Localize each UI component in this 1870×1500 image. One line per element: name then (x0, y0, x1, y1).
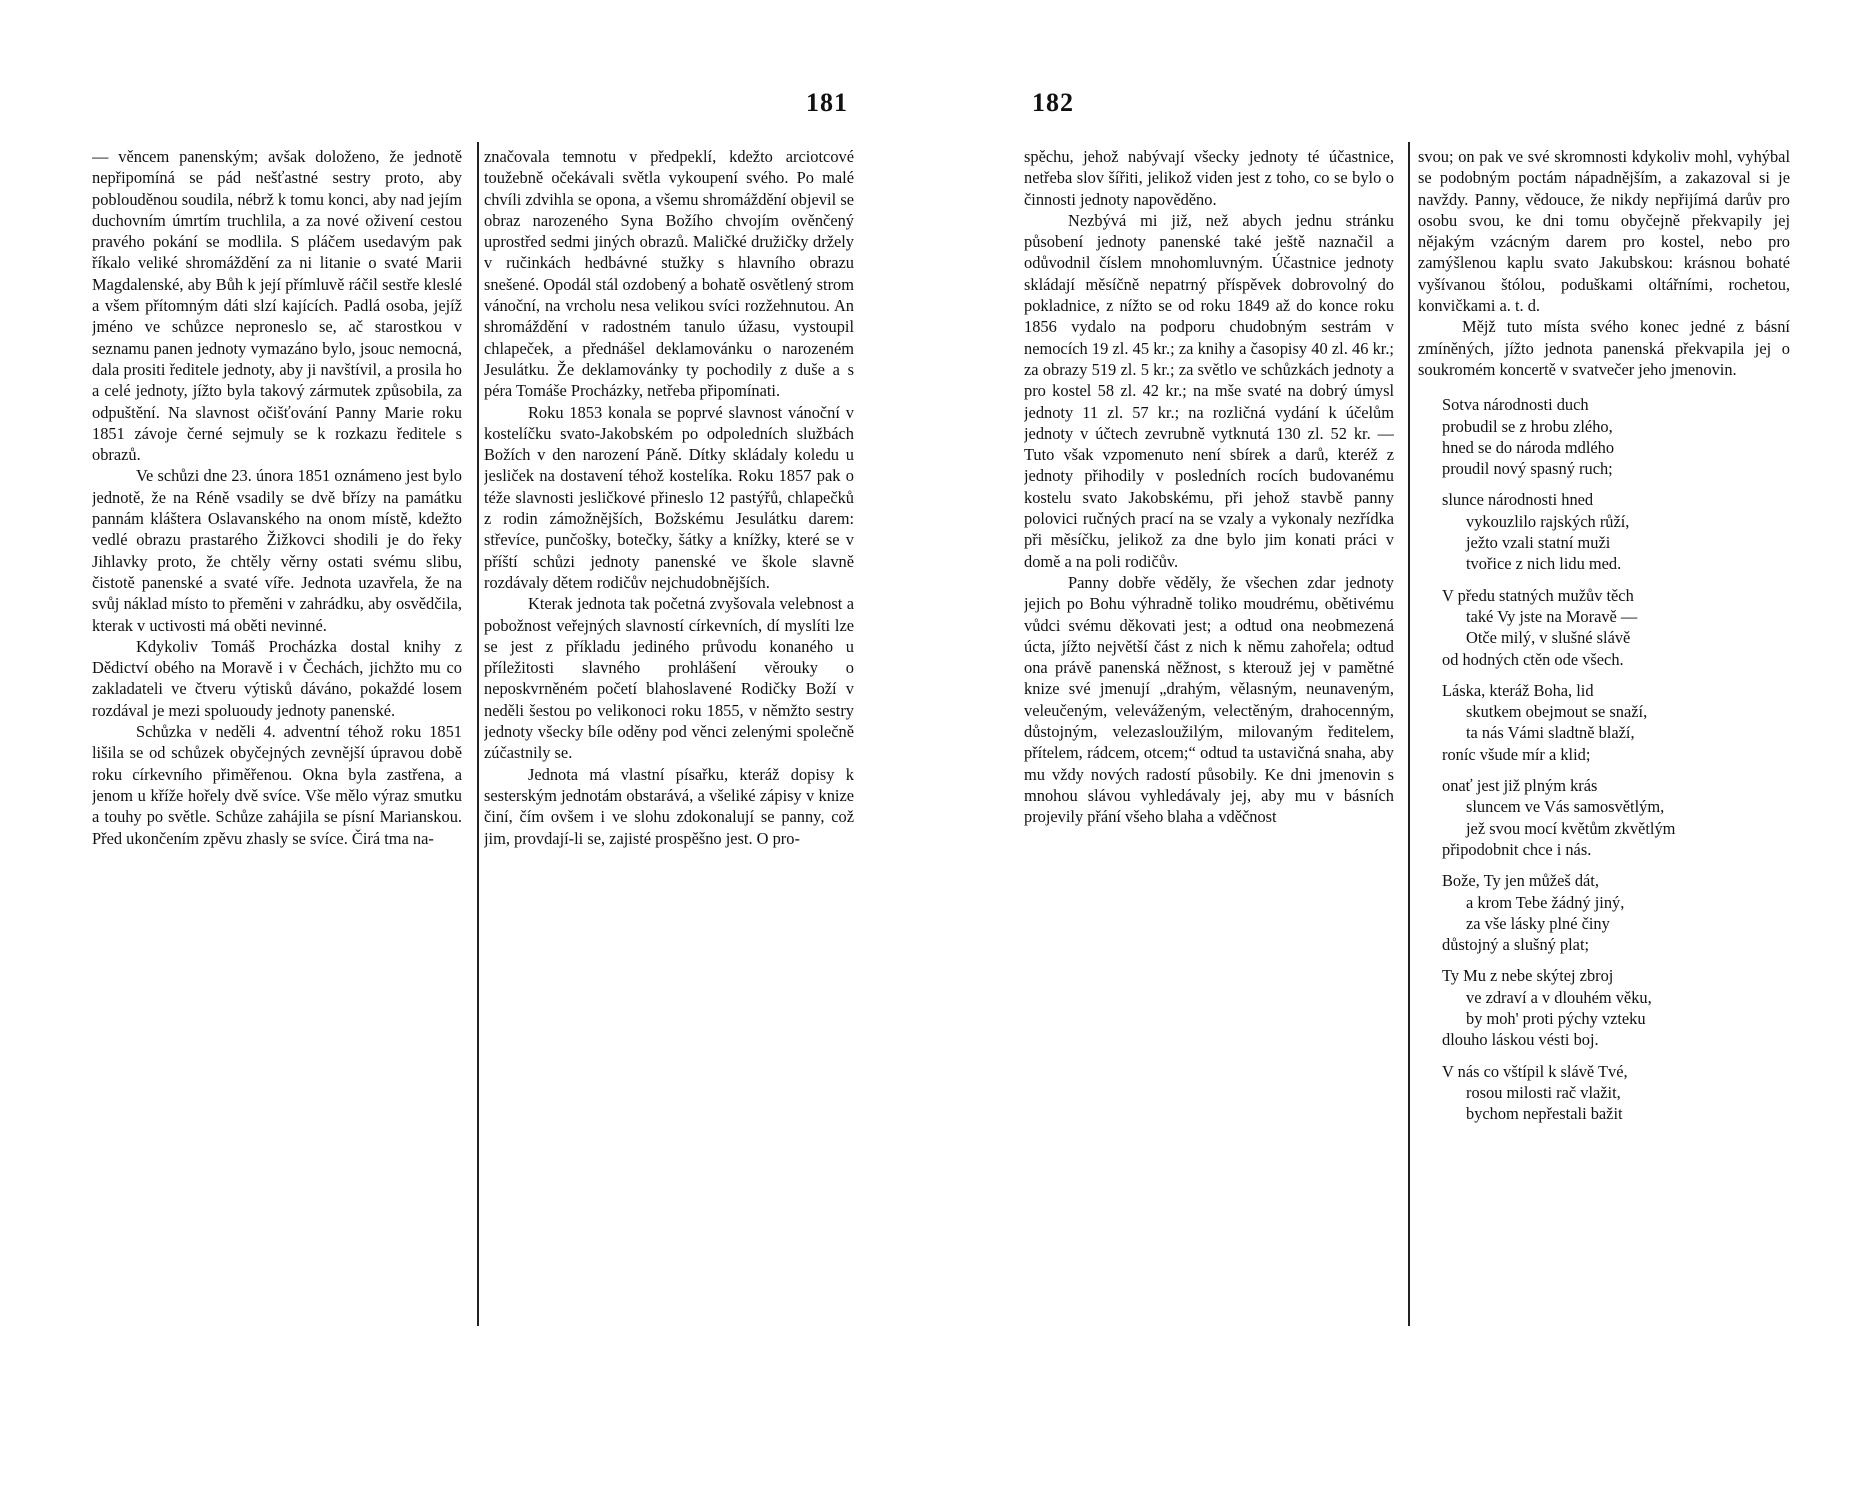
paragraph: Kterak jednota tak početná zvyšovala velebnost a pobožnost veřejných slavností církevních, dí myslíti lze se jest z příkladu jediného průvodu konaného u příležitosti slavného prohlášení věrouky o neposkvrněném početí blahoslavené Rodičky Boží v neděli šestou po velikonoci roku 1855, v němžto sestry jednoty všecky bíle oděny pod věnci zelenými společně zúčastnily se. (484, 594, 854, 763)
poem-line: bychom nepřestali bažit (1466, 1104, 1623, 1124)
poem-line: slunce národnosti hned (1442, 490, 1594, 510)
poem-line: Bože, Ty jen můžeš dát, (1442, 871, 1599, 891)
poem-line: Ty Mu z nebe skýtej zbroj (1442, 966, 1614, 986)
right-page-column-1 (1024, 146, 1394, 1346)
right-page-column-2 (1418, 146, 1790, 1356)
poem-line: rosou milosti rač vlažit, (1466, 1082, 1621, 1102)
poem-line: V nás co vštípil k slávě Tvé, (1442, 1061, 1628, 1081)
poem-stanza (1418, 965, 1790, 1050)
poem-stanza (1418, 1061, 1790, 1125)
poem-line: proudil nový spasný ruch; (1442, 459, 1613, 479)
poem-line: vykouzlilo rajských růží, (1466, 511, 1630, 531)
poem-line: ježto vzali statní muži (1466, 533, 1611, 553)
poem-line: tvořice z nich lidu med. (1466, 554, 1622, 574)
poem-line: roníc všude mír a klid; (1442, 744, 1591, 764)
poem-stanza (1418, 870, 1790, 955)
poem-line: ta nás Vámi sladtně blaží, (1466, 723, 1635, 743)
poem-stanza (1418, 489, 1790, 574)
poem-line: probudil se z hrobu zlého, (1442, 416, 1613, 436)
poem-line: ve zdraví a v dlouhém věku, (1466, 987, 1652, 1007)
poem-line: důstojný a slušný plat; (1442, 935, 1590, 955)
paragraph: svou; on pak ve své skromnosti kdykoliv mohl, vyhýbal se podobným poctám nápadnějším, a zakazoval si je navždy. Panny, vědouce, že nikdy nepřijímá darův pro osobu svou, ke dni tomu obyčejně překvapily jej nějakým vzácným darem pro kostel, nebo pro zamýšlenou kaplu svato Jakubskou: krásnou bohaté vyšívanou štólou, poduškami oltářními, rochetou, konvičkami a. t. d. (1418, 147, 1790, 316)
poem-line: skutkem obejmout se snaží, (1466, 702, 1648, 722)
paragraph: Nezbývá mi již, než abych jednu stránku působení jednoty panenské také ještě naznačil a odůvodnil číslem mnohomluvným. Účastnice jednoty skládají měsíčně nepatrný příspěvek dobrovolný do pokladnice, z nížto se od roku 1849 až do konce roku 1856 vydalo na podporu chudobným sestrám v nemocích 19 zl. 45 kr.; za knihy a časopisy 40 zl. 46 kr.; za obrazy 519 zl. 5 kr.; za světlo ve schůzkách jednoty a pro kostel 58 zl. 42 kr.; na mše svaté na dobrý úmysl jednoty 11 zl. 57 kr.; na rozličná vydání k účelům jednoty v účtech zevrubně vytknutá 130 zl. 52 kr. — Tuto však vzpomenuto není sbírek a darů, kteréž z jednoty přihodily v posledních rocích budovanému kostelu svato Jakobskému, při jehož stavbě panny polovici ručných prací na se vzaly a vykonaly nezřídka při měsíčku, jelikož za dne bylo jim konati práci v domě a na poli rodičův. (1024, 210, 1394, 571)
paragraph: Roku 1853 konala se poprvé slavnost vánoční v kostelíčku svato-Jakobském po odpoledních službách Božích v den narození Páně. Dítky skládaly koledu u jesliček na dostavení téhož kostelíka. Roku 1857 pak o téže slavnosti jesličkové přineslo 12 pastýřů, chlapečků z rodin zámožnějších, Božskému Jesulátku darem: střevíce, punčošky, botečky, šátky a knížky, které se v příští schůzi jednoty panenské ve škole slavně rozdávaly dětem rodičův nejchudobnějších. (484, 402, 854, 592)
paragraph: značovala temnotu v předpeklí, kdežto arciotcové toužebně očekávali světla vykoupení svého. Po malé chvíli zdvihla se opona, a všemu shromáždění objevil se obraz narozeného Syna Božího chvojím ověnčený uprostřed sedmi jiných obrazů. Maličké družičky držely v ručinkách hedbávné stužky s hlavního obrazu snešené. Opodál stál ozdobený a bohatě osvětlený strom vánoční, na vrcholu nesa velikou svíci rozžehnutou. An shromáždění v radostném tanulo úžasu, vystoupil chlapeček, a přednášel deklamovánku o narozeném Jesulátku. Že deklamovánky ty pochodily z duše a s péra Tomáše Procházky, netřeba připomínati. (484, 147, 854, 401)
poem-line: jež svou mocí květům zkvětlým (1466, 818, 1676, 838)
paragraph: Schůzka v neděli 4. adventní téhož roku 1851 lišila se od schůzek obyčejných zevnější úpravou době roku církevního přiměřenou. Okna byla zastřena, a jenom u kříže hořely dvě svíce. Vše mělo výraz smutku a touhy po světle. Schůze zahájila se písní Marianskou. Před ukončením zpěvu zhasly se svíce. Čirá tma na- (92, 722, 462, 848)
left-page-column-1 (92, 146, 462, 1346)
poem-stanza (1418, 775, 1790, 860)
poem-line: za vše lásky plné činy (1466, 913, 1610, 933)
poem-line: V předu statných mužův těch (1442, 585, 1634, 605)
poem-line: onať jest již plným krás (1442, 776, 1598, 796)
page-number-right: 182 (1032, 88, 1074, 117)
poem-line: dlouho láskou vésti boj. (1442, 1030, 1599, 1050)
column-divider (1408, 142, 1410, 1326)
poem-line: Láska, kteráž Boha, lid (1442, 680, 1594, 700)
poem-stanza (1418, 680, 1790, 765)
paragraph: Jednota má vlastní písařku, kteráž dopisy k sesterským jednotám obstarává, a všeliké zápisy v knize činí, čím ovšem i ve slohu zdokonalují se panny, což jim, provdají-li se, zajisté prospěšno jest. O pro- (484, 764, 854, 848)
poem-line: také Vy jste na Moravě — (1466, 606, 1638, 626)
poem-stanza (1418, 585, 1790, 670)
poem-line: hned se do národa mdlého (1442, 437, 1615, 457)
page-number-left: 181 (806, 88, 848, 117)
poem-line: připodobnit chce i nás. (1442, 839, 1592, 859)
column-divider (477, 142, 479, 1326)
paragraph: Panny dobře věděly, že všechen zdar jednoty jejich po Bohu výhradně toliko moudrému, obětivému vůdci svému děkovati jest; a odtud ona neobmezená úcta, jížto největší část z nich k němu zahořela; odtud ona právě panenská něžnost, s kterouž jej v pamětné knize své jmenují „drahým, vělasným, neunaveným, veleučeným, veleváženým, velectěným, drahocenným, důstojným, velezasloužilým, milovaným ředitelem, přítelem, rádcem, otcem;“ odtud ta ustavičná snaha, aby mu vždy nových radostí působily. Ke dni jmenovin s mnohou slávou vyhledávaly jej, aby mu v básních projevily přání všeho blaha a vděčnost (1024, 572, 1394, 827)
paragraph: spěchu, jehož nabývají všecky jednoty té účastnice, netřeba slov šířiti, jelikož viden jest z toho, co se bylo o činnosti jednoty napověděno. (1024, 147, 1394, 209)
poem-line: by moh' proti pýchy vzteku (1466, 1008, 1646, 1028)
paragraph: Ve schůzi dne 23. února 1851 oznámeno jest bylo jednotě, že na Réně vsadily se dvě břízy na památku pannám kláštera Oslavanského na onom místě, kdežto vedlé obrazu prastarého Žižkovci shodili je do řeky Jihlavky proto, že chtěly věrny ostati svému slibu, čistotě panenské a svaté víře. Jednota uzavřela, že na svůj náklad místo to přeměni v zahrádku, aby osvědčila, kterak v uctivosti má oběti nevinné. (92, 466, 462, 635)
poem-line: Sotva národnosti duch (1442, 395, 1589, 415)
poem-line: Otče milý, v slušné slávě (1466, 628, 1631, 648)
poem-line: a krom Tebe žádný jiný, (1466, 892, 1625, 912)
poem-line: sluncem ve Vás samosvětlým, (1466, 797, 1665, 817)
left-page-column-2 (484, 146, 854, 1346)
paragraph: — věncem panenským; avšak doloženo, že jednotě nepřipomíná se pád nešťastné sestry proto, aby poblouděnou soudila, nébrž k tomu konci, aby nad jejím duchovním úmrtím truchlila, a za nové oživení cestou pravého pokání se modlila. S pláčem usedavým pak říkalo veliké shromáždění za ni litanie o svaté Marii Magdalenské, aby Bůh k její přímluvě ráčil sestře kleslé a všem přítomným dáti slzí kajících. Padlá osoba, jejíž jméno ve schůzce neproneslo se, ač starostkou v seznamu panen jednoty vymazáno bylo, jsouc nemocná, dala prositi ředitele jednoty, aby ji navštívil, a prosila ho a celé jednoty, jížto byla takový zármutek způsobila, za odpuštění. Na slavnost očišťování Panny Marie roku 1851 závoje černé sejmuly se k rozkazu ředitele s obrazů. (92, 147, 462, 465)
poem-stanza (1418, 394, 1790, 479)
poem-line: od hodných ctěn ode všech. (1442, 649, 1624, 669)
paragraph: Mějž tuto místa svého konec jedné z básní zmíněných, jížto jednota panenská překvapila jej o soukromém koncertě v svatvečer jeho jmenovin. (1418, 317, 1790, 379)
poem (1418, 394, 1790, 1124)
paragraph: Kdykoliv Tomáš Procházka dostal knihy z Dědictví obého na Moravě i v Čechách, jichžto mu co zakladateli ve čtveru výtisků dáváno, pokaždé losem rozdával je mezi spoluoudy jednoty panenské. (92, 636, 462, 720)
